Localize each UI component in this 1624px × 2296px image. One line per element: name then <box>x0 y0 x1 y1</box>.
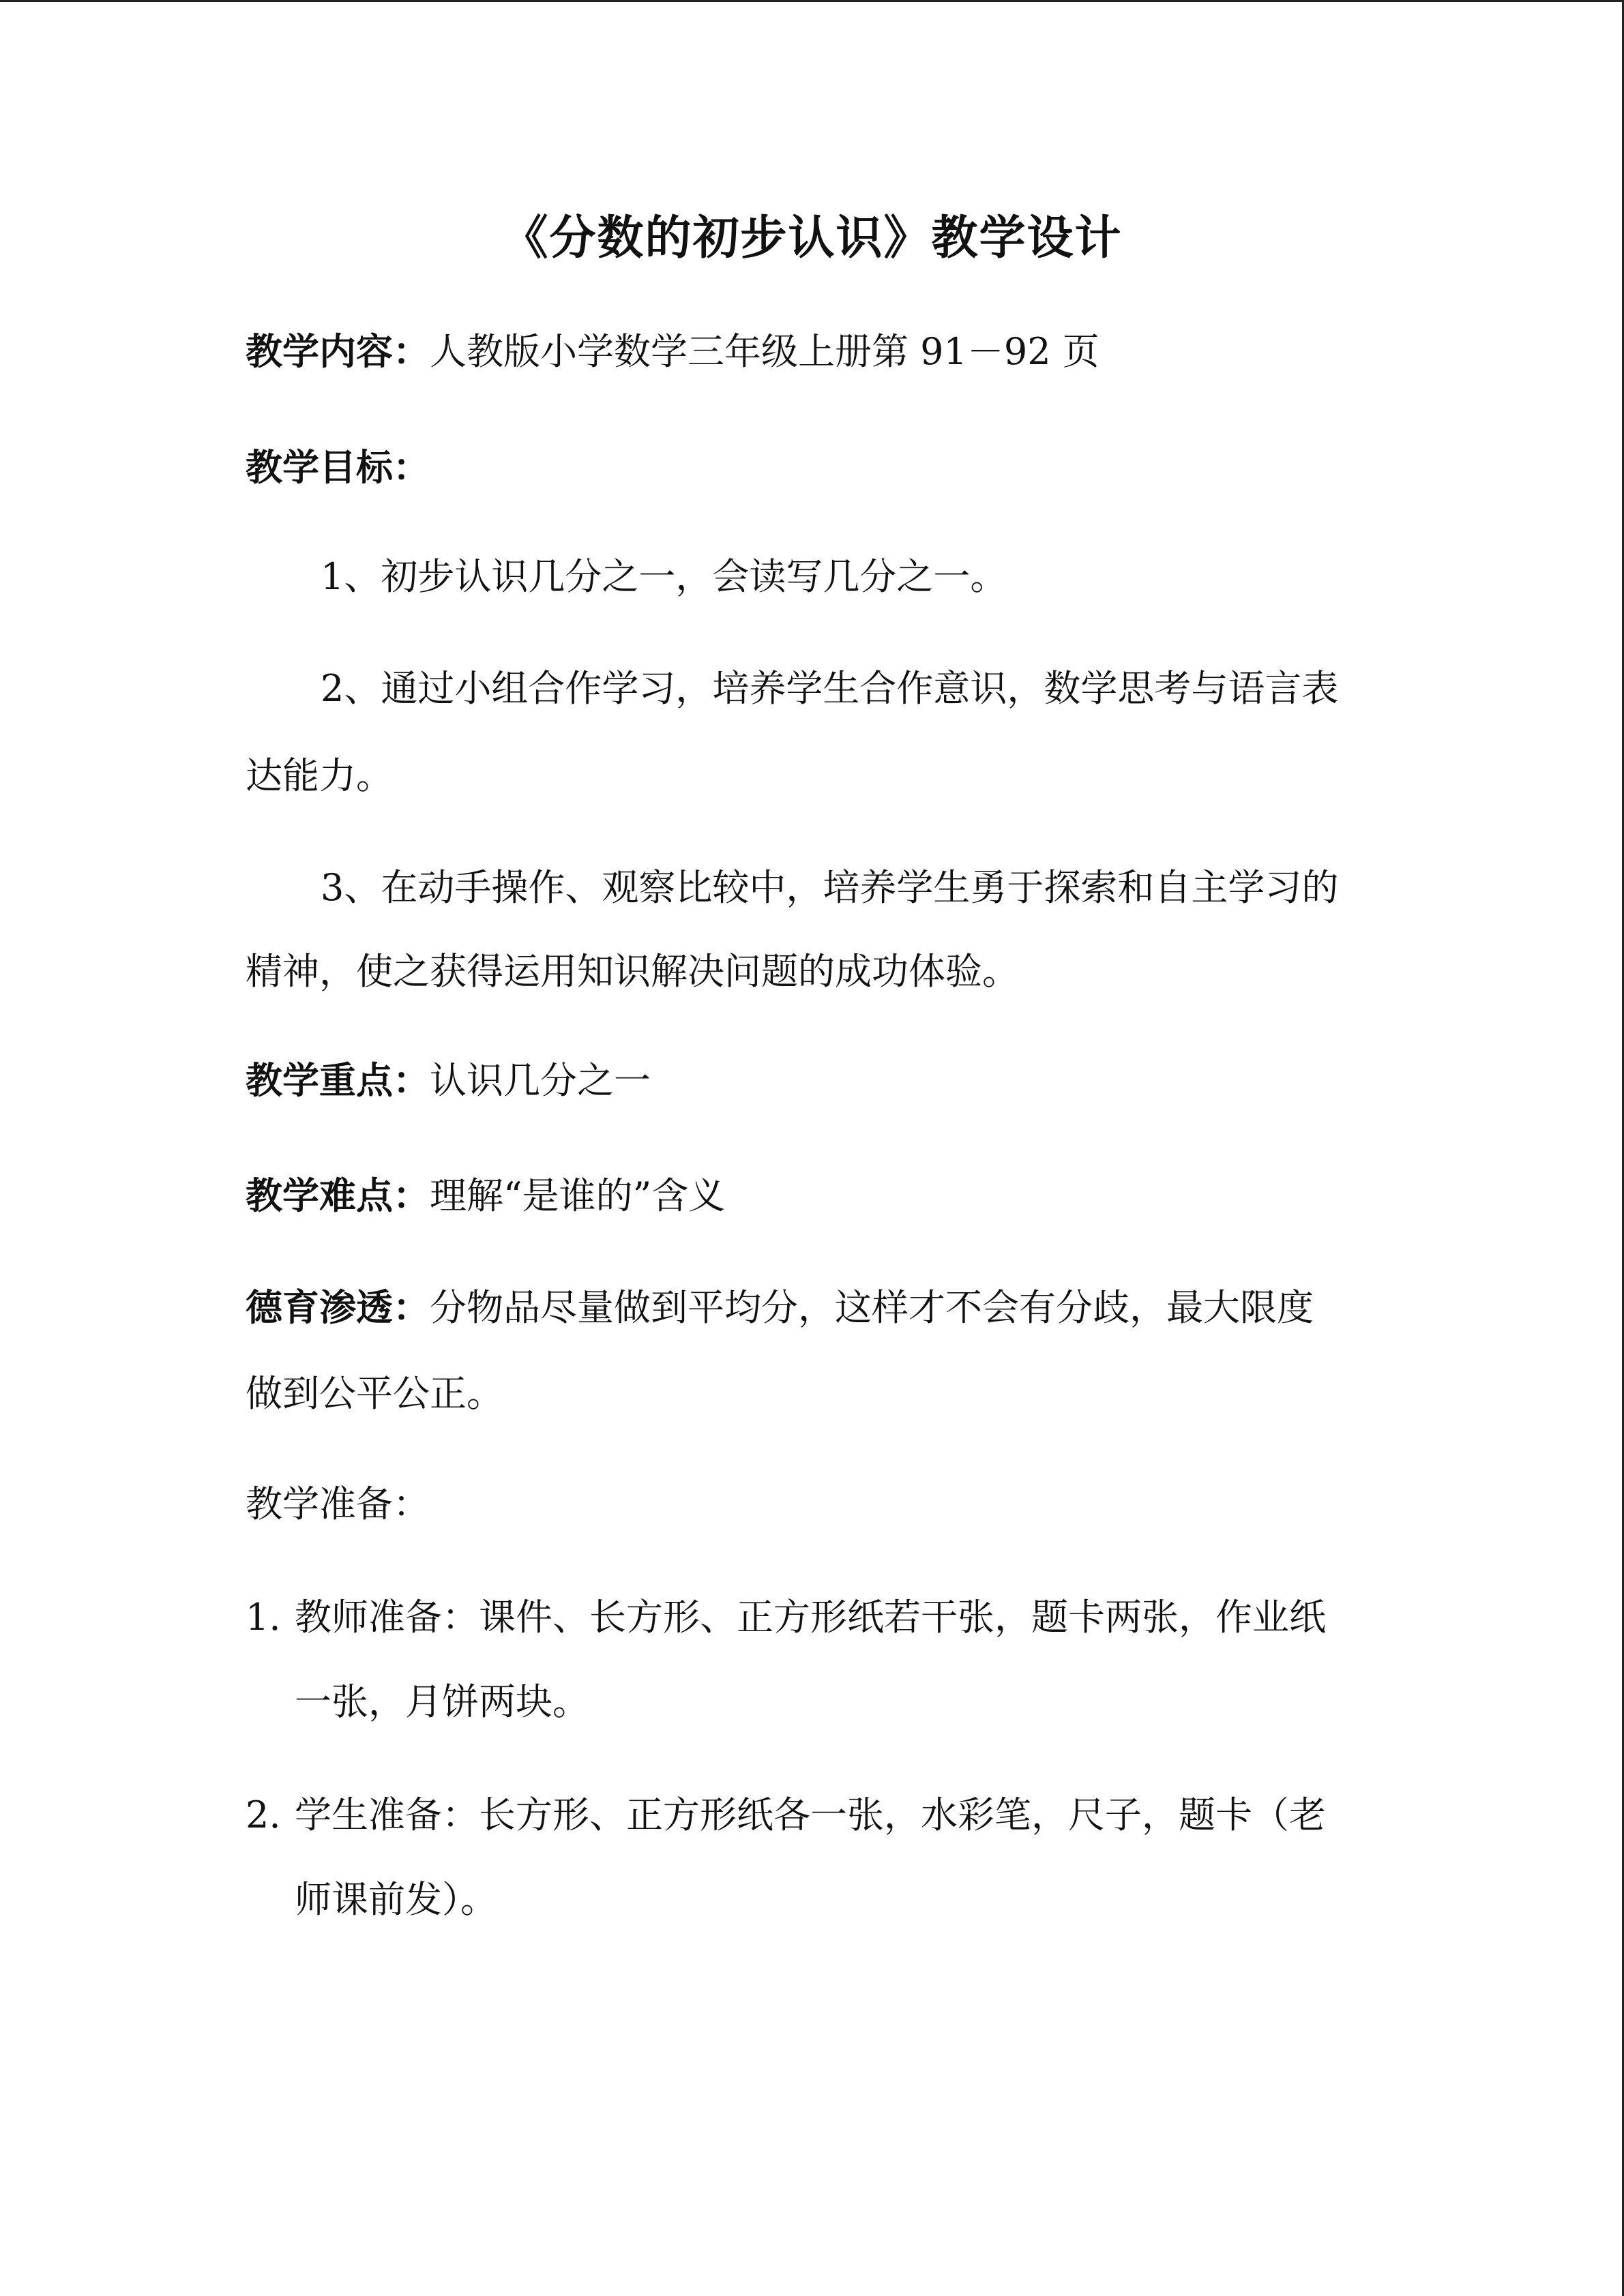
difficulty-label: 教学难点： <box>246 1174 430 1217</box>
objective-item-3-line-2: 精神，使之获得运用知识解决问题的成功体验。 <box>246 950 1019 993</box>
objective-item-2-line-2: 达能力。 <box>246 754 393 797</box>
moral-education-text-1: 分物品尽量做到平均分，这样才不会有分歧，最大限度 <box>430 1286 1314 1329</box>
student-preparation-line-2: 师课前发）。 <box>295 1878 497 1921</box>
teaching-objectives-heading <box>246 441 1391 495</box>
teaching-key-point <box>246 1054 1391 1108</box>
document-title: 《分数的初步认识》教学设计 <box>501 211 1123 265</box>
teacher-preparation-number: 1. <box>246 1596 281 1639</box>
key-point-label: 教学重点： <box>246 1059 430 1102</box>
objective-item-1: 1、初步认识几分之一，会读写几分之一。 <box>321 555 1007 598</box>
moral-education-label: 德育渗透： <box>246 1286 430 1329</box>
objective-item-2-line-1: 2、通过小组合作学习，培养学生合作意识，数学思考与语言表 <box>321 667 1339 710</box>
student-preparation-number: 2. <box>246 1793 281 1836</box>
key-point-text: 认识几分之一 <box>430 1059 651 1102</box>
teaching-content-label: 教学内容： <box>246 330 430 373</box>
objective-item-3-line-1: 3、在动手操作、观察比较中，培养学生勇于探索和自主学习的 <box>321 866 1339 909</box>
teacher-preparation-line-2: 一张，月饼两块。 <box>295 1680 589 1723</box>
teaching-content <box>246 325 1391 379</box>
moral-education-line-2: 做到公平公正。 <box>246 1372 503 1415</box>
moral-education-line-1 <box>246 1281 1391 1335</box>
student-preparation-line-1: 学生准备：长方形、正方形纸各一张，水彩笔，尺子，题卡（老 <box>295 1793 1326 1836</box>
difficulty-text: 理解“是谁的”含义 <box>430 1174 726 1217</box>
teaching-objectives-label: 教学目标： <box>246 446 430 489</box>
teaching-difficulty <box>246 1169 1391 1223</box>
teaching-preparation-heading: 教学准备： <box>246 1482 430 1525</box>
teacher-preparation-line-1: 教师准备：课件、长方形、正方形纸若干张，题卡两张，作业纸 <box>295 1596 1326 1639</box>
teaching-content-text: 人教版小学数学三年级上册第 91－92 页 <box>430 330 1099 373</box>
